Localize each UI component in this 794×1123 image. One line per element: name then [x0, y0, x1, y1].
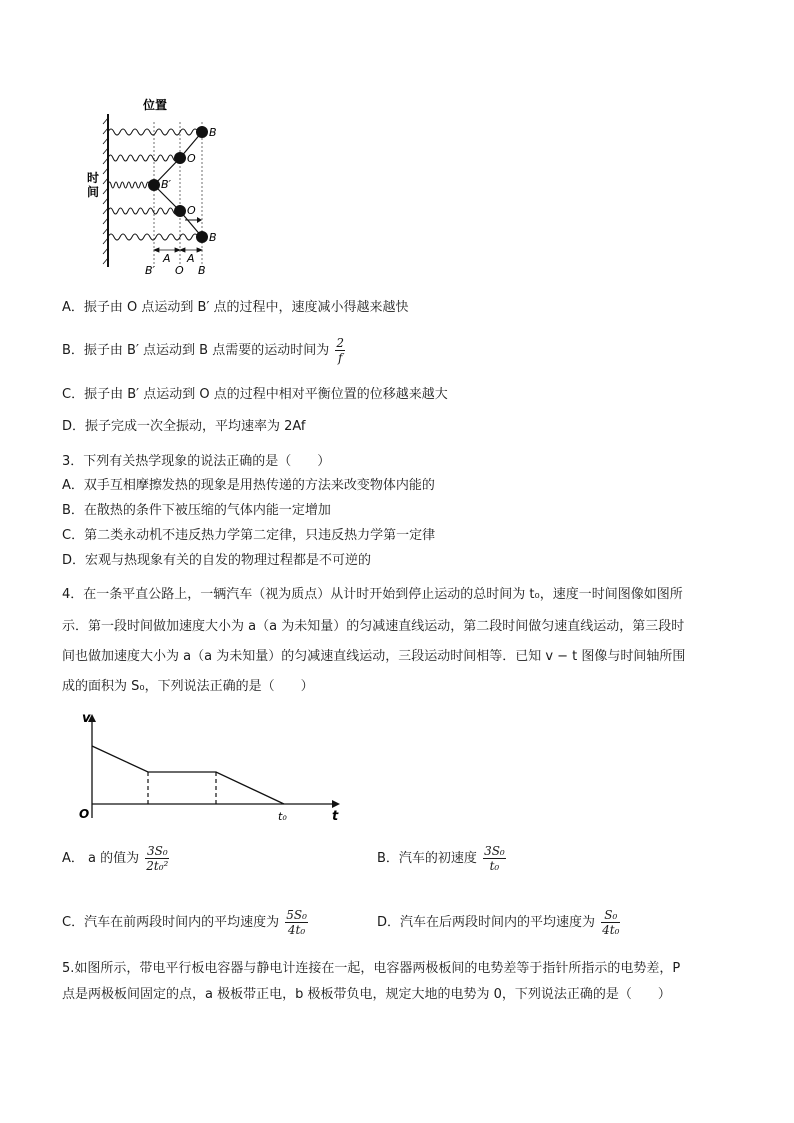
q4-option-b-text: B．汽车的初速度	[377, 851, 477, 866]
q3-option-d: D．宏观与热现象有关的自发的物理过程都是不可逆的	[62, 553, 372, 568]
q4-option-b-fraction	[483, 844, 506, 873]
axis-label-O: O	[175, 264, 184, 277]
label-O-lower: O	[187, 204, 196, 217]
time-axis-label: 时	[87, 171, 100, 185]
q4-stem-line2: 示．第一段时间做加速度大小为 a（a 为未知量）的匀减速直线运动，第二段时间做匀速直线运动，第三段时	[62, 619, 685, 634]
q4-option-a-fraction	[145, 844, 169, 873]
figure-title: 位置	[143, 98, 168, 112]
time-axis-label-2: 间	[87, 185, 100, 199]
label-B-bottom: B	[209, 231, 217, 244]
spring-oscillator-figure	[85, 92, 235, 277]
q4-option-c	[62, 906, 310, 940]
frac-denominator: 4t₀	[602, 923, 620, 937]
label-A-left: A	[163, 252, 171, 265]
q4-option-d-text: D．汽车在后两段时间内的平均速度为	[377, 915, 596, 930]
frac-denominator: 4t₀	[287, 923, 306, 937]
q2-option-b-text: B．振子由 B′ 点运动到 B 点需要的运动时间为	[62, 343, 330, 358]
velocity-time-graph	[70, 708, 350, 826]
axis-label-B: B	[198, 264, 206, 277]
q4-option-d-fraction	[601, 908, 620, 937]
q3-option-c: C．第二类永动机不违反热力学第二定律，只违反热力学第一定律	[62, 528, 436, 543]
frac-denominator: t₀	[489, 859, 500, 873]
frac-numerator: 3S₀	[146, 844, 168, 858]
q3-option-a: A．双手互相摩擦发热的现象是用热传递的方法来改变物体内能的	[62, 478, 435, 493]
q4-stem-line3: 间也做加速度大小为 a（a 为未知量）的匀减速直线运动，三段运动时间相等．已知 v − t 图像与时间轴所围	[62, 649, 686, 664]
frac-numerator: 5S₀	[286, 908, 307, 922]
q2-option-d: D．振子完成一次全振动，平均速率为 2Af	[62, 419, 306, 434]
q4-option-a	[62, 842, 171, 876]
graph-x-label: t	[332, 809, 339, 824]
label-Bprime: B′	[161, 178, 172, 191]
q4-option-c-fraction	[285, 908, 308, 937]
q4-stem-line4: 成的面积为 S₀，下列说法正确的是（ ）	[62, 679, 314, 694]
frac-denominator: 2t₀²	[146, 859, 169, 873]
q4-option-c-text: C．汽车在前两段时间内的平均速度为	[62, 915, 280, 930]
frac-numerator: 2	[336, 336, 345, 350]
q5-stem-line1: 5.如图所示，带电平行板电容器与静电计连接在一起，电容器两极板间的电势差等于指针所指示的电势差，P	[62, 961, 681, 976]
q3-option-b: B．在散热的条件下被压缩的气体内能一定增加	[62, 503, 331, 518]
q3-stem: 3．下列有关热学现象的说法正确的是（ ）	[62, 454, 331, 469]
q2-option-c: C．振子由 B′ 点运动到 O 点的过程中相对平衡位置的位移越来越大	[62, 387, 448, 402]
axis-label-Bprime: B′	[145, 264, 156, 277]
q2-option-b-fraction	[335, 336, 345, 365]
frac-numerator: S₀	[601, 908, 620, 923]
q4-option-b	[377, 842, 508, 876]
q4-option-d	[377, 906, 622, 940]
frac-numerator: 3S₀	[484, 844, 505, 858]
q2-option-b	[62, 336, 347, 366]
graph-origin-label: O	[79, 807, 90, 821]
label-A-right: A	[187, 252, 195, 265]
q2-option-a: A．振子由 O 点运动到 B′ 点的过程中，速度减小得越来越快	[62, 300, 409, 315]
q5-stem-line2: 点是两极板间固定的点，a 极板带正电，b 极板带负电，规定大地的电势为 0，下列说法正确的是（ ）	[62, 987, 671, 1002]
label-B-top: B	[209, 126, 217, 139]
frac-denominator: f	[337, 351, 343, 365]
label-O-upper: O	[187, 152, 196, 165]
q4-option-a-text: A． a 的值为	[62, 851, 140, 866]
graph-y-label: v	[82, 711, 91, 726]
graph-t0-label: t₀	[278, 810, 287, 823]
q4-stem-line1: 4．在一条平直公路上，一辆汽车（视为质点）从计时开始到停止运动的总时间为 t₀，速度一时间图像如图所	[62, 587, 683, 602]
